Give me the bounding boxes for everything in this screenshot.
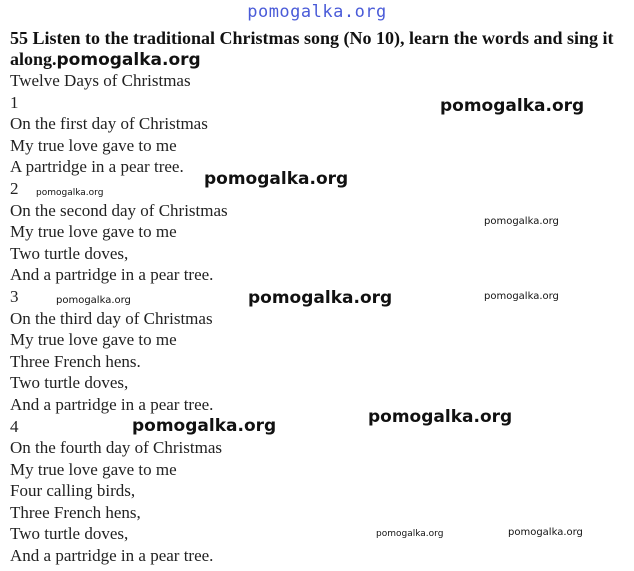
watermark: pomogalka.org xyxy=(204,169,349,189)
watermark: pomogalka.org xyxy=(440,96,585,116)
watermark: pomogalka.org xyxy=(36,188,104,198)
song-line: And a partridge in a pear tree. xyxy=(10,265,214,285)
song-text xyxy=(10,70,228,567)
song-line: Three French hens, xyxy=(10,502,141,522)
song-line: A partridge in a pear tree. xyxy=(10,157,184,177)
song-title: Twelve Days of Christmas xyxy=(10,71,191,90)
verse-number: 3 xyxy=(10,286,19,306)
verse-number: 4 xyxy=(10,416,19,436)
song-line: Four calling birds, xyxy=(10,481,136,501)
watermark: pomogalka.org xyxy=(484,291,559,302)
song-line: On the third day of Christmas xyxy=(10,308,213,328)
song-line: Three French hens. xyxy=(10,351,141,371)
song-line: And a partridge in a pear tree. xyxy=(10,546,214,566)
watermark: pomogalka.org xyxy=(248,288,393,308)
watermark: pomogalka.org xyxy=(368,407,513,427)
song-line: Two turtle doves, xyxy=(10,243,129,263)
watermark: pomogalka.org xyxy=(56,295,131,306)
watermark: pomogalka.org xyxy=(508,527,583,538)
watermark: pomogalka.org xyxy=(376,529,444,539)
watermark: pomogalka.org xyxy=(56,50,201,70)
watermark: pomogalka.org xyxy=(484,216,559,227)
song-line: On the first day of Christmas xyxy=(10,114,208,134)
song-line: Two turtle doves, xyxy=(10,373,129,393)
verse-number: 2 xyxy=(10,178,19,198)
song-line: On the second day of Christmas xyxy=(10,200,228,220)
song-line: Two turtle doves, xyxy=(10,524,129,544)
song-line: And a partridge in a pear tree. xyxy=(10,394,214,414)
song-line: My true love gave to me xyxy=(10,459,177,479)
exercise-heading-text: 55 Listen to the traditional Christmas song (No 10), learn the words and sing it along. xyxy=(10,28,614,69)
verse-number: 1 xyxy=(10,92,19,112)
song-line: My true love gave to me xyxy=(10,135,177,155)
exercise-heading xyxy=(10,28,628,71)
song-line: On the fourth day of Christmas xyxy=(10,438,222,458)
song-line: My true love gave to me xyxy=(10,330,177,350)
site-watermark-header: pomogalka.org xyxy=(247,2,387,22)
watermark: pomogalka.org xyxy=(132,416,277,436)
song-lines xyxy=(10,92,228,567)
song-line: My true love gave to me xyxy=(10,222,177,242)
